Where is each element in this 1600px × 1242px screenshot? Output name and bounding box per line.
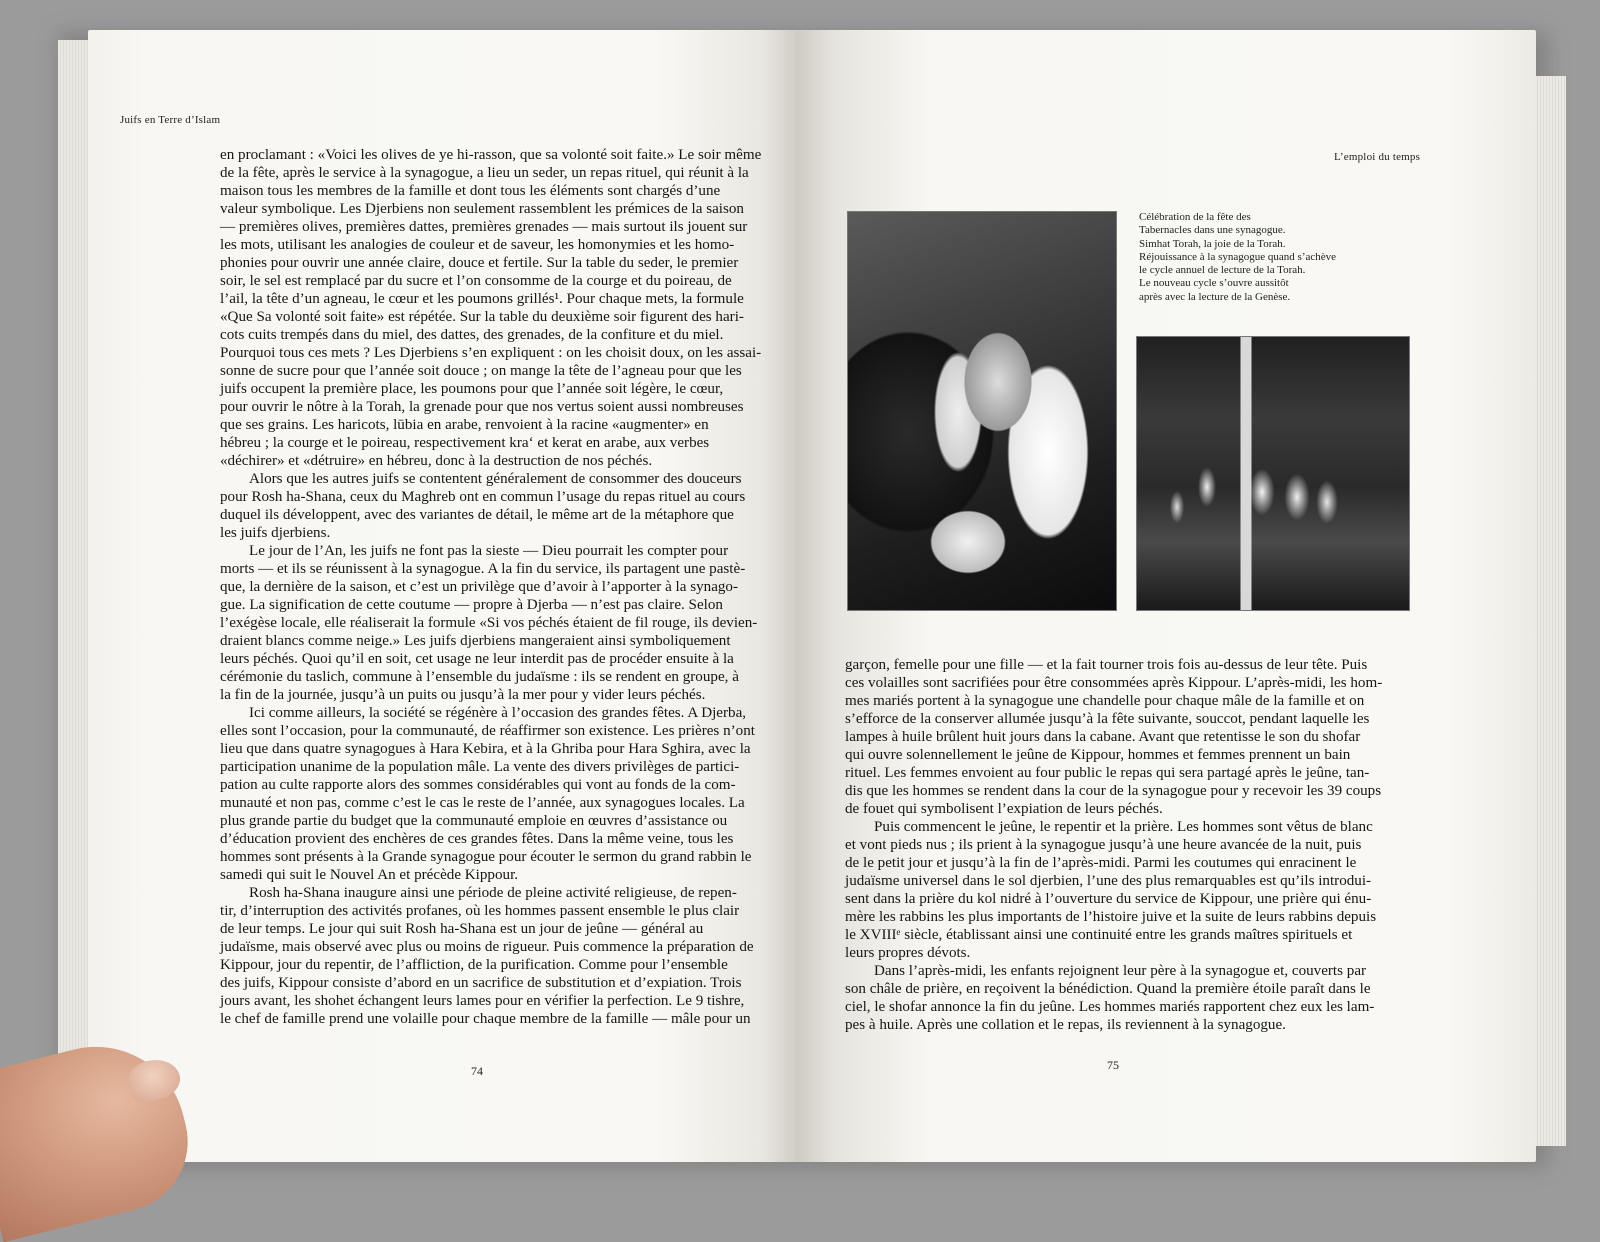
text-line: Kippour, jour du repentir, de l’affliction, de la purification. Comme pour l’ensemble	[220, 957, 728, 973]
text-line: samedi qui suit le Nouvel An et précède Kippour.	[220, 867, 519, 883]
right-page-body	[845, 656, 1415, 1034]
text-line: munauté et non pas, comme c’est le cas le reste de l’année, aux synagogues locales. La	[220, 795, 745, 811]
text-line: juifs occupent la première place, les poumons pour que l’année soit légère, le cœur,	[220, 381, 724, 397]
text-line: son châle de prière, en reçoivent la bénédiction. Quand la première étoile paraît dans le	[845, 981, 1371, 997]
text-line: participation unanime de la population mâle. La vente des divers privilèges de partici-	[220, 759, 740, 775]
text-line: Rosh ha-Shana inaugure ainsi une période de pleine activité religieuse, de repen-	[249, 885, 737, 901]
text-line: hébreu ; la courge et le poireau, respectivement kra‘ et kerat en arabe, aux verbes	[220, 435, 710, 451]
text-line: Le jour de l’An, les juifs ne font pas la sieste — Dieu pourrait les compter pour	[249, 543, 729, 559]
text-line: «déchirer» et «détruire» en hébreu, donc à la destruction de nos péchés.	[220, 453, 653, 469]
text-line: s’efforce de la conserver allumée jusqu’à la fête suivante, souccot, pendant laquelle les	[845, 711, 1370, 727]
text-line: l’exégèse locale, elle réaliserait la formule «Si vos péchés étaient de fil rouge, ils devien-	[220, 615, 758, 631]
page-stack-left-edge	[58, 40, 90, 1150]
text-line: des juifs, Kippour consiste d’abord en un sacrifice de substitution et d’expiation. Trois	[220, 975, 742, 991]
caption-line: Le nouveau cycle s’ouvre aussitôt	[1139, 277, 1289, 290]
right-page	[798, 30, 1536, 1162]
text-line: duquel ils développent, avec des variantes de détail, le même art de la métaphore que	[220, 507, 734, 523]
text-line: phonies pour ouvrir une année claire, douce et fertile. Sur la table du seder, le premier	[220, 255, 739, 271]
text-line: pes à huile. Après une collation et le repas, ils reviennent à la synagogue.	[845, 1017, 1286, 1033]
text-line: Ici comme ailleurs, la société se régénère à l’occasion des grandes fêtes. A Djerba,	[249, 705, 747, 721]
caption-line: Réjouissance à la synagogue quand s’achève	[1139, 250, 1337, 263]
text-line: lieu que dans quatre synagogues à Hara Kebira, et à la Ghriba pour Hara Sghira, avec la	[220, 741, 751, 757]
text-line: les mots, utilisant les analogies de couleur et de saveur, les homonymies et les homo-	[220, 237, 735, 253]
text-line: Puis commencent le jeûne, le repentir et la prière. Les hommes sont vêtus de blanc	[874, 819, 1373, 835]
running-head-left: Juifs en Terre d’Islam	[120, 114, 221, 126]
text-line: — premières olives, premières dattes, premières grenades — mais surtout ils jouent sur	[220, 219, 748, 235]
photo-caption	[1139, 211, 1379, 304]
caption-line: le cycle annuel de lecture de la Torah.	[1139, 264, 1306, 277]
text-line: sonne de sucre pour que l’année soit douce ; on mange la tête de l’agneau pour que les	[220, 363, 742, 379]
text-line: soir, le sel est remplacé par du sucre et l’on consomme de la courge et du poireau, de	[220, 273, 732, 289]
text-line: judaïsme, mais observé avec plus ou moins de rigueur. Puis commence la préparation de	[220, 939, 754, 955]
text-line: garçon, femelle pour une fille — et la fait tourner trois fois au-dessus de leur tête. Puis	[845, 657, 1368, 673]
text-line: hommes sont présents à la Grande synagogue pour écouter le sermon du grand rabbin le	[220, 849, 752, 865]
text-line: mes mariés portent à la synagogue une chandelle pour chaque mâle de la famille et on	[845, 693, 1365, 709]
text-line: plus grande partie du budget que la communauté emploie en œuvres d’assistance ou	[220, 813, 728, 829]
caption-line: après avec la lecture de la Genèse.	[1139, 290, 1291, 303]
text-line: judaïsme universel dans le sol djerbien, l’une des plus remarquables est qu’ils introdui-	[845, 873, 1372, 889]
text-line: elles sont l’occasion, pour la communauté, de réaffirmer son existence. Les prières n’ont	[220, 723, 755, 739]
running-head-right: L’emploi du temps	[1334, 151, 1421, 163]
page-number-left: 74	[471, 1064, 483, 1078]
text-line: d’éducation provient des enchères de ces grandes fêtes. Dans la même veine, tous les	[220, 831, 734, 847]
text-line: la fin de la journée, jusqu’à un puits ou jusqu’à la mer pour y vider leurs péchés.	[220, 687, 706, 703]
text-line: en proclamant : «Voici les olives de ye hi-rasson, que sa volonté soit faite.» Le soir même	[220, 147, 762, 163]
text-line: pour Rosh ha-Shana, ceux du Maghreb ont en commun l’usage du repas rituel au cours	[220, 489, 746, 505]
caption-line: Simhat Torah, la joie de la Torah.	[1139, 237, 1286, 250]
text-line: le chef de famille prend une volaille pour chaque membre de la famille — mâle pour un	[220, 1011, 751, 1027]
photo-synagogue-dance	[1136, 336, 1410, 611]
text-line: Alors que les autres juifs se contentent généralement de consommer des douceurs	[249, 471, 742, 487]
text-line: de la fête, après le service à la synagogue, a lieu un seder, un repas rituel, qui réunit à la	[220, 165, 749, 181]
text-line: maison tous les membres de la famille et dont tous les éléments sont chargés d’une	[220, 183, 721, 199]
text-line: l’ail, la tête d’un agneau, le cœur et les poumons grillés¹. Pour chaque mets, la formule	[220, 291, 744, 307]
text-line: dis que les hommes se rendent dans la cour de la synagogue pour y recevoir les 39 coups	[845, 783, 1382, 799]
text-line: et vont pieds nus ; ils prient à la synagogue jusqu’à une heure avancée de la nuit, puis	[845, 837, 1362, 853]
text-line: jours avant, les shohet échangent leurs lames pour en vérifier la perfection. Le 9 tishre,	[220, 993, 745, 1009]
caption-line: Tabernacles dans une synagogue.	[1139, 224, 1286, 237]
text-line: leurs péchés. Quoi qu’il en soit, cet usage ne leur interdit pas de procéder ensuite à la	[220, 651, 734, 667]
text-line: cots cuits trempés dans du miel, des dattes, des grenades, de la confiture et du miel.	[220, 327, 724, 343]
text-line: sent dans la prière du kol nidré à l’ouverture du service de Kippour, une prière qui énu-	[845, 891, 1372, 907]
photo-prayer-with-book	[847, 211, 1117, 611]
text-line: de fouet qui symbolisent l’expiation de leurs péchés.	[845, 801, 1163, 817]
text-line: Pourquoi tous ces mets ? Les Djerbiens s’en expliquent : on les choisit doux, on les assai-	[220, 345, 762, 361]
text-line: de le petit jour et jusqu’à la fin de l’après-midi. Parmi les coutumes qui enracinent le	[845, 855, 1357, 871]
text-line: ces volailles sont sacrifiées pour être consommées après Kippour. L’après-midi, les hom-	[845, 675, 1383, 691]
text-line: mère les rabbins les plus importants de l’histoire juive et la suite de leurs rabbins depuis	[845, 909, 1377, 925]
text-line: «Que Sa volonté soit faite» est répétée. Sur la table du deuxième soir figurent des hari-	[220, 309, 744, 325]
text-line: gue. La signification de cette coutume — propre à Djerba — n’est pas claire. Selon	[220, 597, 723, 613]
text-line: que, la dernière de la saison, et c’est un privilège que d’avoir à l’apporter à la synago-	[220, 579, 739, 595]
text-line: Dans l’après-midi, les enfants rejoignent leur père à la synagogue et, couverts par	[874, 963, 1367, 979]
page-number-right: 75	[1107, 1058, 1119, 1072]
text-line: rituel. Les femmes envoient au four public le repas qui sera partagé après le jeûne, tan-	[845, 765, 1370, 781]
text-line: pour ouvrir le nôtre à la Torah, la grenade pour que nos vertus soient aussi nombreuses	[220, 399, 744, 415]
text-line: pation au culte rapporte alors des sommes considérables qui vont au fonds de la com-	[220, 777, 736, 793]
caption-line: Célébration de la fête des	[1139, 211, 1251, 223]
text-line: draient blancs comme neige.» Les juifs djerbiens mangeraient ainsi symboliquement	[220, 633, 731, 649]
left-page	[88, 30, 798, 1162]
text-line: que ses grains. Les haricots, lūbia en arabe, renvoient à la racine «augmenter» en	[220, 417, 709, 433]
page-stack-right-edge	[1532, 76, 1566, 1146]
text-line: tir, d’interruption des activités profanes, où les hommes passent ensemble le plus clair	[220, 903, 740, 919]
text-line: cérémonie du taslich, commune à l’ensemble du judaïsme : ils se rendent en groupe, à	[220, 669, 739, 685]
text-line: valeur symbolique. Les Djerbiens non seulement rassemblent les prémices de la saison	[220, 201, 744, 217]
left-page-body	[220, 146, 780, 1028]
text-line: de leur temps. Le jour qui suit Rosh ha-Shana est un jour de jeûne — général au	[220, 921, 704, 937]
text-line: leurs propres dévots.	[845, 945, 971, 961]
text-line: morts — et ils se réunissent à la synagogue. A la fin du service, ils partagent une pastè-	[220, 561, 746, 577]
text-line: qui ouvre solennellement le jeûne de Kippour, hommes et femmes prennent un bain	[845, 747, 1351, 763]
text-line: le XVIIIᵉ siècle, établissant ainsi une continuité entre les grands maîtres spirituels et	[845, 927, 1353, 943]
text-line: lampes à huile brûlent huit jours dans la cabane. Avant que retentisse le son du shofar	[845, 729, 1361, 745]
text-line: ciel, le shofar annonce la fin du jeûne. Les hommes mariés rapportent chez eux les lam-	[845, 999, 1375, 1015]
text-line: les juifs djerbiens.	[220, 525, 331, 541]
